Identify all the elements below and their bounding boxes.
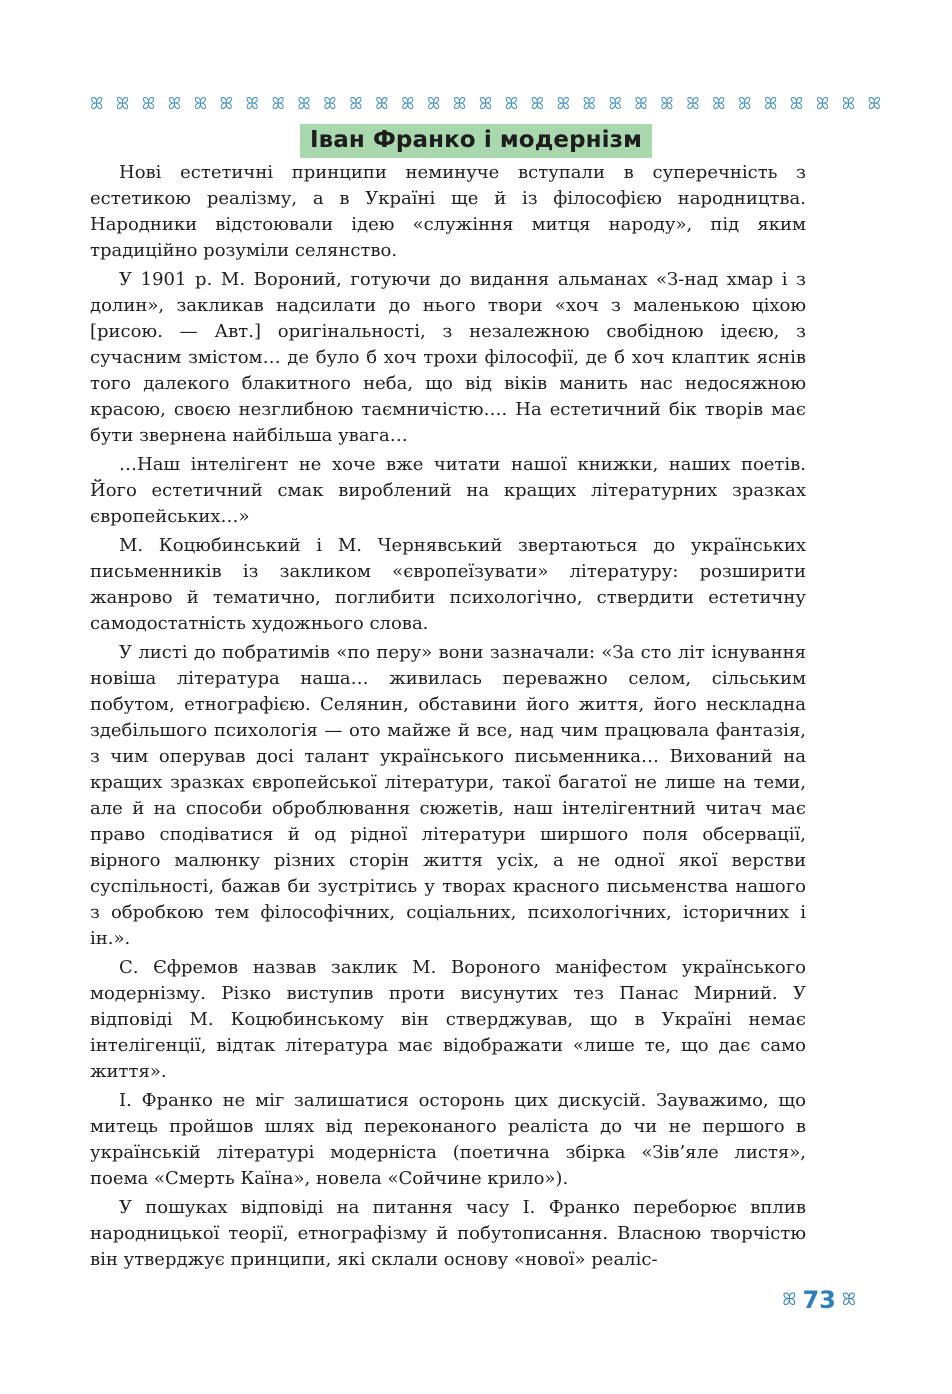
ornament-icon: ꕤ (141, 94, 155, 113)
ornament-icon: ꕤ (115, 94, 129, 113)
ornament-icon: ꕤ (452, 94, 466, 113)
ornament-icon: ꕤ (193, 94, 206, 113)
ornament-icon: ꕤ (401, 94, 414, 113)
ornament-icon: ꕤ (426, 94, 440, 113)
ornament-right-icon: ꕤ (841, 1290, 856, 1310)
page-number: 73 (802, 1286, 836, 1314)
ornament-icon: ꕤ (349, 94, 362, 113)
ornament-icon: ꕤ (375, 94, 388, 113)
ornament-icon: ꕤ (245, 94, 258, 113)
ornament-icon: ꕤ (556, 94, 569, 113)
page-footer (782, 1286, 856, 1314)
paragraph-3: …Наш інтелігент не хоче вже читати нашої книжки, наших поетів. Його естетичний смак вироблений на кращих літературних зразках європейських…» (90, 454, 806, 527)
ornament-icon: ꕤ (634, 94, 647, 113)
ornament-icon: ꕤ (530, 94, 543, 113)
ornament-icon: ꕤ (686, 94, 699, 113)
ornament-icon: ꕤ (271, 94, 284, 113)
ornament-icon: ꕤ (789, 94, 803, 113)
page-title: Іван Франко і модернізм (300, 124, 652, 158)
ornament-icon: ꕤ (841, 94, 855, 113)
paragraph-8: У пошуках відповіді на питання часу І. Франко переборює вплив народницької теорії, етнографізму й побутописання. Власною творчістю він утверджує принципи, які склали основу «нової» реаліс- (90, 1197, 806, 1270)
article-body (90, 160, 806, 1276)
paragraph-7: І. Франко не міг залишатися осторонь цих дискусій. Зауважимо, що митець пройшов шлях від переконаного реаліста до чи не першого в українській літературі модерніста (поетична збірка «Зів’яле листя», поема «Смерть Каїна», новела «Сойчине крило»). (90, 1090, 806, 1189)
ornament-icon: ꕤ (504, 94, 518, 113)
ornament-icon: ꕤ (297, 94, 310, 113)
ornament-left-icon: ꕤ (782, 1290, 797, 1310)
ornament-icon: ꕤ (608, 94, 621, 113)
paragraph-2: У 1901 р. М. Вороний, готуючи до видання альманах «З-над хмар і з долин», закликав надсилати до нього твори «хоч з маленькою ціхою [рисою. — Авт.] оригінальності, з незалежною свобідною ідеєю, з сучасним змістом… де було б хоч трохи філософії, де б хоч клаптик яснів того далекого блакитного неба, що від віків манить нас недосяжною красою, своєю незглибною таємничістю…. На естетичний бік творів має бути звернена найбільша увага… (90, 269, 806, 446)
ornament-icon: ꕤ (167, 94, 181, 113)
ornament-icon: ꕤ (712, 94, 725, 113)
ornament-icon: ꕤ (478, 94, 492, 113)
title-container (0, 124, 952, 158)
paragraph-1: Нові естетичні принципи неминуче вступали в суперечність з естетикою реалізму, а в Україні ще й із філософією народництва. Народники відстоювали ідею «служіння митця народу», під яким традиційно розуміли селянство. (90, 162, 806, 261)
ornament-icon: ꕤ (738, 94, 751, 113)
ornament-icon: ꕤ (323, 94, 336, 113)
ornament-icon: ꕤ (219, 94, 232, 113)
paragraph-5: У листі до побратимів «по перу» вони зазначали: «За сто літ існування новіша література наша… живилась переважно селом, сільським побутом, етнографією. Селянин, обставини його життя, його нескладна здебільшого психологія — ото майже й все, над чим працювала фантазія, з чим оперував досі талант українського письменника… Вихований на кращих зразках європейської літератури, такої багатої не лише на теми, але й на способи оброблювання сюжетів, наш інтелігентний читач має право сподіватися й од рідної літератури ширшого поля обсервації, вірного малюнку різних сторін життя усіх, а не одної якої верстви суспільності, бажав би зустрітись у творах красного письменства нашого з обробкою тем філософічних, соціальних, психологічних, історичних і ін.». (90, 642, 806, 949)
paragraph-4: М. Коцюбинський і М. Чернявський звертаються до українських письменників із закликом «європеїзувати» літературу: розширити жанрово й тематично, поглибити психологічно, ствердити естетичну самодостатність художнього слова. (90, 535, 806, 634)
ornament-icon: ꕤ (660, 94, 673, 113)
ornament-icon: ꕤ (867, 94, 880, 113)
paragraph-6: С. Єфремов назвав заклик М. Вороного маніфестом українського модернізму. Різко виступив проти висунутих тез Панас Мирний. У відповіді М. Коцюбинському він стверджував, що в Україні немає інтелігенції, відтак література має відображати «лише те, що дає само життя». (90, 957, 806, 1082)
decorative-border (90, 92, 880, 116)
ornament-icon: ꕤ (763, 94, 777, 113)
ornament-icon: ꕤ (582, 94, 595, 113)
ornament-icon: ꕤ (90, 94, 103, 113)
ornament-icon: ꕤ (815, 94, 829, 113)
